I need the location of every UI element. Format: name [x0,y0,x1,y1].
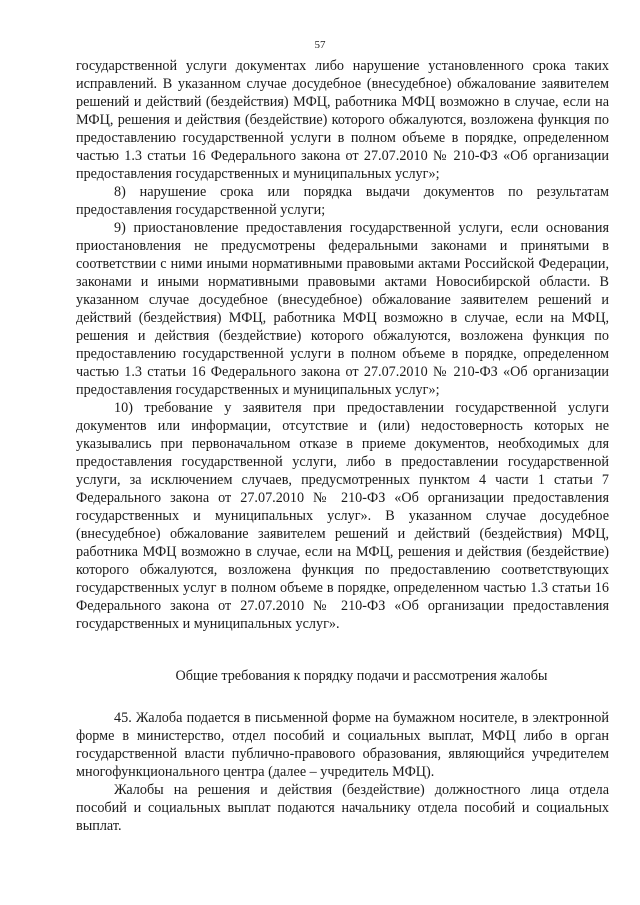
document-body [76,57,609,835]
paragraph-continuation: государственной услуги документах либо нарушение установленного срока таких исправлений. В указанном случае досудебное (внесудебное) обжалование заявителем решений и действий (бездействия) МФЦ, работника МФЦ возможно в случае, если на МФЦ, решения и действия (бездействие) которого обжалуются, возложена функция по предоставлению государственной услуги в полном объеме в порядке, определенном частью 1.3 статьи 16 Федерального закона от 27.07.2010 № 210-ФЗ «Об организации предоставления государственных и муниципальных услуг»; [76,58,609,182]
page-number: 57 [314,39,326,51]
paragraph-item-45: 45. Жалоба подается в письменной форме на бумажном носителе, в электронной форме в министерство, отдел пособий и социальных выплат, МФЦ либо в орган государственной власти публично-правового образования, являющийся учредителем многофункционального центра (далее – учредитель МФЦ). [76,710,609,780]
paragraph-item-8: 8) нарушение срока или порядка выдачи документов по результатам предоставления государственной услуги; [76,184,609,218]
paragraph-item-9: 9) приостановление предоставления государственной услуги, если основания приостановления не предусмотрены федеральными законами и принятыми в соответствии с ними иными нормативными правовыми актами Российской Федерации, законами и иными нормативными правовыми актами Новосибирской области. В указанном случае досудебное (внесудебное) обжалование заявителем решений и действий (бездействия) МФЦ, работника МФЦ возможно в случае, если на МФЦ, решения и действия (бездействие) которого обжалуются, возложена функция по предоставлению государственной услуги в полном объеме в порядке, определенном частью 1.3 статьи 16 Федерального закона от 27.07.2010 № 210-ФЗ «Об организации предоставления государственных и муниципальных услуг»; [76,220,609,398]
section-heading: Общие требования к порядку подачи и рассмотрения жалобы [175,668,548,684]
paragraph-item-10: 10) требование у заявителя при предоставлении государственной услуги документов или информации, отсутствие и (или) недостоверность которых не указывались при первоначальном отказе в приеме документов, необходимых для предоставления государственной услуги, либо в предоставлении государственной услуги, за исключением случаев, предусмотренных пунктом 4 части 1 статьи 7 Федерального закона от 27.07.2010 № 210-ФЗ «Об организации предоставления государственных и муниципальных услуг». В указанном случае досудебное (внесудебное) обжалование заявителем решений и действий (бездействия) МФЦ, работника МФЦ возможно в случае, если на МФЦ, решения и действия (бездействие) которого обжалуются, возложена функция по предоставлению соответствующих государственных услуг в полном объеме в порядке, определенном частью 1.3 статьи 16 Федерального закона от 27.07.2010 № 210-ФЗ «Об организации предоставления государственных и муниципальных услуг». [76,400,609,632]
paragraph-complaints-officials: Жалобы на решения и действия (бездействие) должностного лица отдела пособий и социальных выплат подаются начальнику отдела пособий и социальных выплат. [76,782,609,834]
